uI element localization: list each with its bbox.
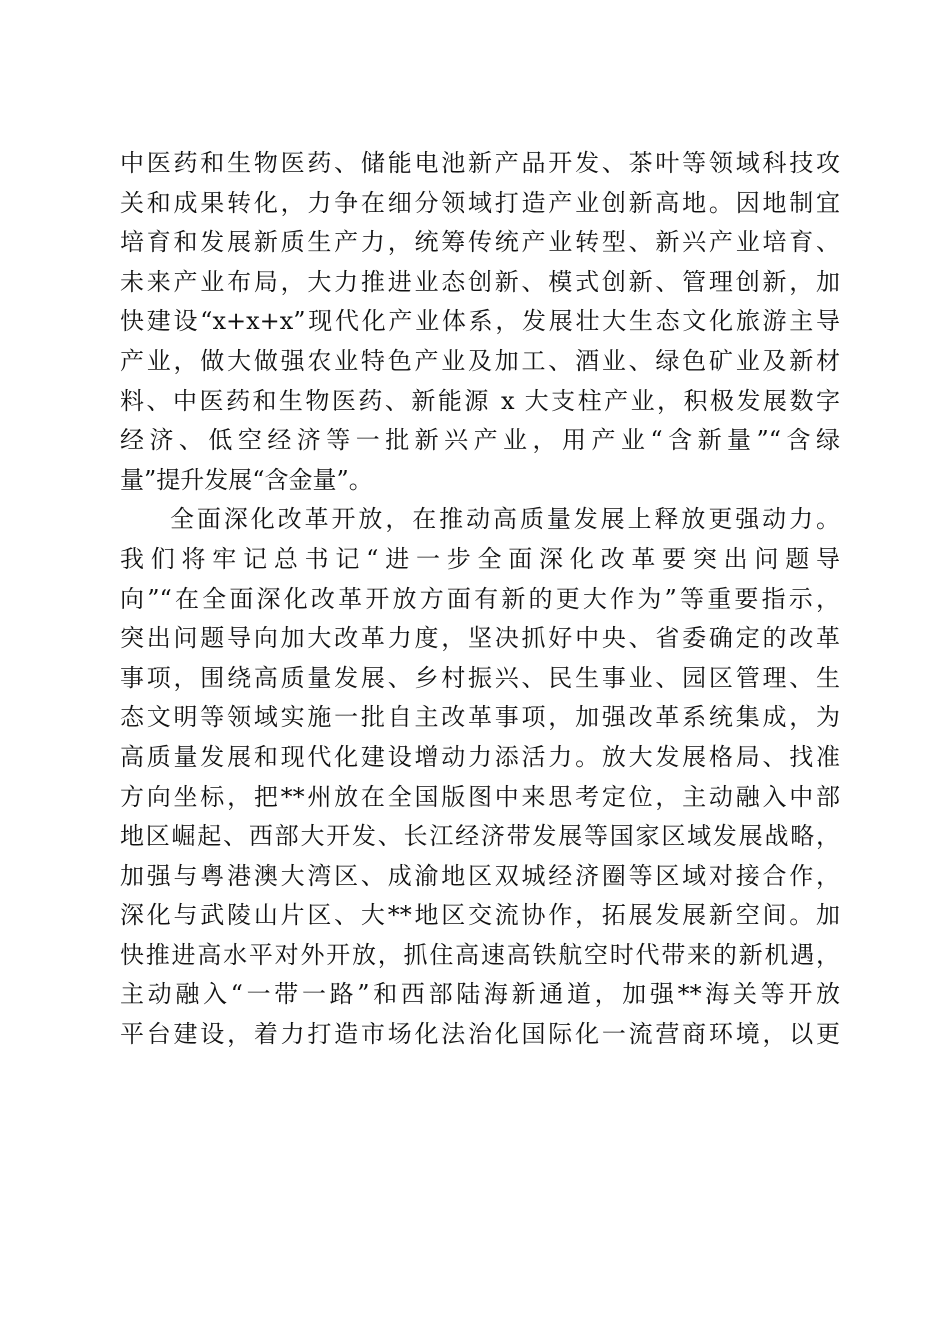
text-line: 快推进高水平对外开放，抓住高速高铁航空时代带来的新机遇， <box>120 940 840 969</box>
text-line: 我们将牢记总书记“进一步全面深化改革要突出问题导 <box>120 544 840 573</box>
text-line: 经济、低空经济等一批新兴产业，用产业“含新量”“含绿 <box>120 426 840 455</box>
paragraph-heading-line: 全面深化改革开放，在推动高质量发展上释放更强动力。 <box>170 505 840 534</box>
text-line: 突出问题导向加大改革力度，坚决抓好中央、省委确定的改革 <box>120 624 840 653</box>
text-line: 培育和发展新质生产力，统筹传统产业转型、新兴产业培育、 <box>120 228 840 257</box>
text-line: 事项，围绕高质量发展、乡村振兴、民生事业、园区管理、生 <box>120 663 840 692</box>
text-line: 中医药和生物医药、储能电池新产品开发、茶叶等领域科技攻 <box>120 149 840 177</box>
paragraph-2 <box>120 500 840 1054</box>
text-line: 料、中医药和生物医药、新能源 x 大支柱产业，积极发展数字 <box>120 386 840 415</box>
text-line: 快建设“x+x+x”现代化产业体系，发展壮大生态文化旅游主导 <box>120 307 840 336</box>
text-line: 关和成果转化，力争在细分领域打造产业创新高地。因地制宜 <box>120 188 840 217</box>
text-line: 平台建设，着力打造市场化法治化国际化一流营商环境，以更 <box>120 1020 840 1049</box>
body-text <box>120 144 840 1055</box>
text-line: 产业，做大做强农业特色产业及加工、酒业、绿色矿业及新材 <box>120 346 840 375</box>
text-line: 未来产业布局，大力推进业态创新、模式创新、管理创新，加 <box>120 267 840 296</box>
text-line: 态文明等领域实施一批自主改革事项，加强改革系统集成，为 <box>120 703 840 732</box>
text-line: 量”提升发展“含金量”。 <box>120 465 373 494</box>
text-line: 深化与武陵山片区、大**地区交流协作，拓展发展新空间。加 <box>120 901 840 930</box>
text-line: 方向坐标，把**州放在全国版图中来思考定位，主动融入中部 <box>120 782 840 811</box>
text-line: 高质量发展和现代化建设增动力添活力。放大发展格局、找准 <box>120 742 840 771</box>
text-line: 地区崛起、西部大开发、长江经济带发展等国家区域发展战略， <box>120 822 840 851</box>
text-line: 加强与粤港澳大湾区、成渝地区双城经济圈等区域对接合作， <box>120 861 840 890</box>
text-line: 向”“在全面深化改革开放方面有新的更大作为”等重要指示， <box>120 584 840 613</box>
text-line: 主动融入“一带一路”和西部陆海新通道，加强**海关等开放 <box>120 980 840 1009</box>
paragraph-1 <box>120 144 840 500</box>
